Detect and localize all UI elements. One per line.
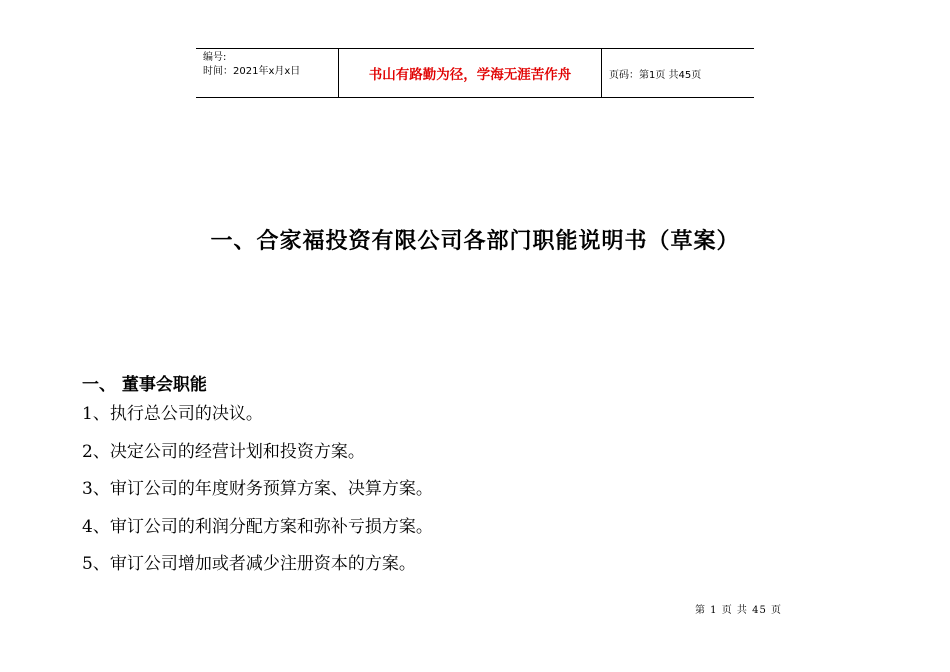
list-item: 5、审订公司增加或者减少注册资本的方案。 <box>82 554 416 575</box>
list-item: 2、决定公司的经营计划和投资方案。 <box>82 441 365 462</box>
serial-label: 编号: <box>203 52 227 63</box>
header-meta-cell <box>196 49 339 97</box>
page-header <box>196 48 754 98</box>
page-footer: 第 1 页 共 45 页 <box>695 605 782 616</box>
list-item: 4、审订公司的利润分配方案和弥补亏损方案。 <box>82 516 433 537</box>
document-title: 一、合家福投资有限公司各部门职能说明书（草案） <box>210 229 740 254</box>
list-item: 1、执行总公司的决议。 <box>82 404 263 424</box>
list-item: 3、审订公司的年度财务预算方案、决算方案。 <box>82 479 433 500</box>
time-label: 时间：2021年x月x日 <box>203 66 301 77</box>
section-heading: 一、 董事会职能 <box>82 375 207 395</box>
header-slogan: 书山有路勤为径，学海无涯苦作舟 <box>339 49 602 97</box>
header-page-info: 页码：第1页 共45页 <box>609 69 702 81</box>
duties-list <box>82 402 433 590</box>
